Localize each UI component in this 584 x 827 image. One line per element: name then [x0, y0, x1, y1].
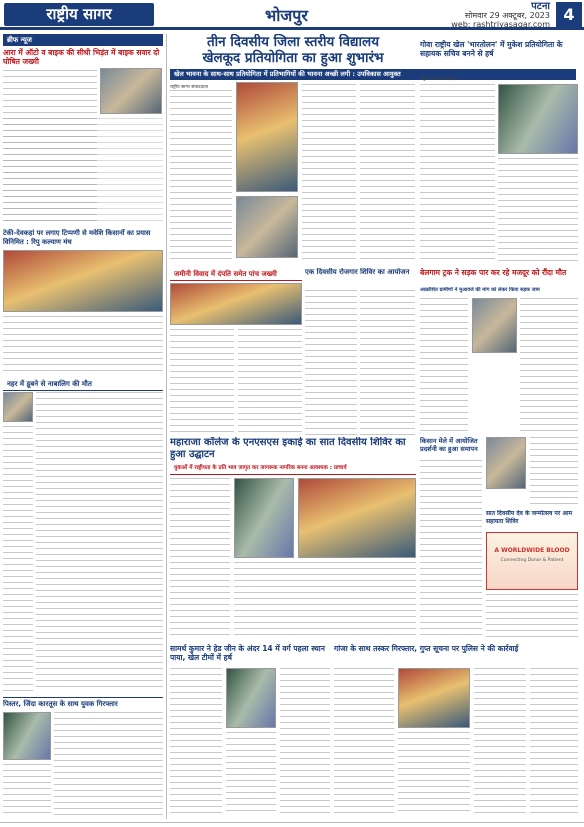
article-text-2 [3, 316, 163, 376]
city-label: पटना [531, 1, 550, 12]
lead-text-2 [302, 84, 356, 264]
article-text-4b [3, 764, 51, 817]
mid-headline-3: बेलगाम ट्रक ने सड़क पार कर रहे मजदूर को रौंदा मौत [420, 268, 567, 277]
left-headline-4: पिस्तर, जिंदा कारतूस के साथ युवक गिरफ्तार [3, 697, 163, 709]
right-text-1b [498, 158, 578, 264]
mid-text-2b [360, 290, 415, 435]
right-person-photo [498, 84, 578, 154]
lead-photo-1 [236, 82, 298, 192]
mid-photo-5b [298, 478, 416, 558]
bottom-headline-1: सामर्थ कुमार ने हेड जीन के अंदर 14 में वर्ग पहला स्थान पाया, खेल टीमों में हर्ष [170, 644, 325, 662]
bottom-photo-1 [226, 668, 276, 728]
mid-headline-6: किसान मेले में आयोजित प्रदर्शनी का हुआ समापन [420, 437, 478, 453]
section-title: भोजपुर [265, 6, 308, 25]
news-photo-2 [3, 250, 163, 312]
bottom-text-1 [170, 668, 222, 816]
mid-text-2 [305, 290, 357, 435]
bottom-text-2c [474, 668, 526, 816]
mid-headline-1: जमीनी विवाद में दंपति समेत पांच जख्मी [170, 268, 302, 281]
mid-headline-2: एक दिवसीय रोजगार शिविर का आयोजन [305, 268, 410, 276]
blood-donation-ad [486, 532, 578, 590]
ad-headline: A WORLDWIDE BLOOD [494, 547, 570, 554]
left-headline-3: नहर में डूबने से नाबालिग की मौत [3, 378, 163, 391]
bottom-text-2 [334, 668, 394, 816]
mid-subheadline-5: युवाओं में राष्ट्रीयता के प्रति भाव जागृत कर जागरूक नागरिक बनना आवश्यक : प्राचार्य [170, 462, 416, 475]
bottom-text-2d [530, 668, 578, 816]
mid-photo-3 [472, 298, 517, 353]
mid-text-3b [520, 298, 578, 433]
lead-photo-2 [236, 196, 298, 258]
left-headline-2: टेकी-देवकहां पर लगाए टिप्पणी से मवेशि किसानों का प्रयास विनिमित : रिपु कल्याण मंच [3, 229, 151, 246]
mid-subheadline-3: आक्रोशित ग्रामीणों ने मुआवजे की मांग को लेकर किया सड़क जाम [420, 287, 540, 293]
brief-news-label: ब्रीफ न्यूज [3, 34, 163, 46]
lead-text-3 [360, 84, 415, 264]
person-photo-1 [3, 392, 33, 422]
mid-text-6b [530, 437, 578, 507]
article-text-3b [3, 426, 33, 692]
bottom-text-2b [398, 732, 470, 816]
mid-headline-5: महाराजा कॉलेज के एनएसएस इकाई का सात दिवसीय शिविर का हुआ उद्घाटन [170, 437, 406, 460]
lead-subheadline: खेल भावना के साथ-साथ प्रतियोगिता में प्रतिभागियों की भावना अच्छी लगी : उपविकास आयुक्त [170, 69, 576, 80]
mid-text-6 [420, 460, 482, 640]
mid-text-1 [170, 329, 234, 434]
person-photo-2 [3, 712, 51, 760]
lead-title-line-1: तीन दिवसीय जिला स्तरीय विद्यालय [206, 34, 380, 50]
website-label: web: rashtriyasagar.com [451, 20, 550, 29]
right-text-1 [420, 84, 495, 264]
lead-title-line-2: खेलकूद प्रतियोगिता का हुआ शुभारंभ [202, 50, 384, 66]
article-text-4 [54, 712, 163, 817]
bottom-text-1b [226, 732, 276, 816]
column-rule [166, 34, 167, 819]
footer-rule [0, 822, 584, 823]
mid-text-5b [234, 562, 416, 638]
masthead [0, 0, 584, 30]
mid-photo-5a [234, 478, 294, 558]
mid-text-3 [420, 298, 468, 433]
bottom-text-1c [280, 668, 330, 816]
bottom-headline-2: गांजा के साथ तस्कर गिरफ्तार, गुप्त सूचना पर पुलिस ने की कार्रवाई [334, 644, 519, 653]
mid-photo-1 [170, 283, 302, 325]
ad-tagline: Connecting Donor & Patient [500, 558, 564, 563]
lead-text-1 [170, 90, 232, 260]
mid-text-5 [170, 478, 230, 638]
left-headline-1: आरा में ऑटो व बाइक की सीधी भिड़ंत में बाइक सवार दो घोषित जख्मी [3, 48, 160, 66]
lead-byline: राष्ट्रीय सागर संवाददाता [170, 85, 209, 90]
bottom-photo-2 [398, 668, 470, 728]
news-photo-1 [100, 68, 162, 114]
date-block [440, 2, 550, 29]
mid-person-photo [486, 437, 526, 489]
newspaper-logo: राष्ट्रीय सागर [4, 3, 154, 26]
right-headline-1: गोवा राष्ट्रीय खेल 'भारतोलन' में मुकेश प्रतियोगिता के सहायक सचिव बनने से हर्ष [420, 40, 563, 58]
mid-text-1b [238, 329, 302, 434]
article-text-3 [36, 392, 163, 692]
page-number: 4 [556, 2, 582, 27]
article-text-1b [3, 118, 163, 226]
right-byline: राष्ट्रीय सागर संवाददाता [420, 77, 459, 82]
mid-text-6c [486, 594, 578, 640]
date-label: सोमवार 29 अक्टूबर, 2023 [464, 11, 550, 20]
right-ad-title: सात दिवसीय देव के जन्मोत्सव पर आम सहायता शिविर [486, 510, 573, 525]
